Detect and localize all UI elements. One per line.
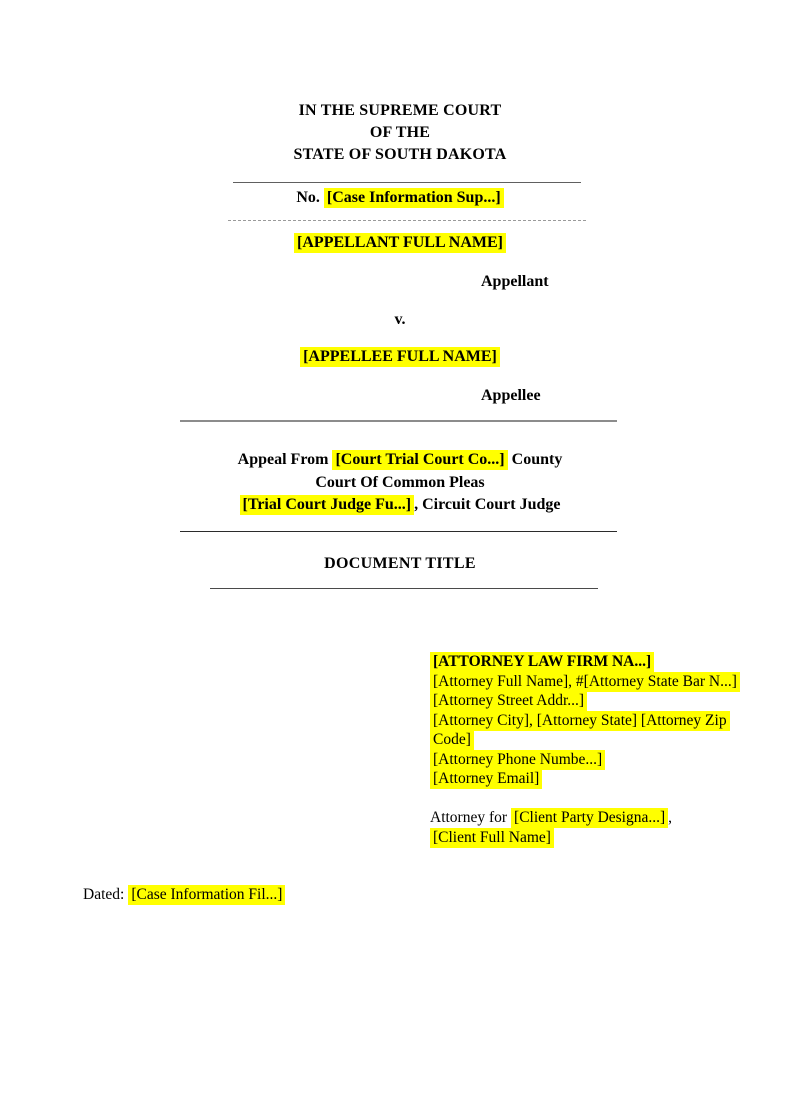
document-title: DOCUMENT TITLE <box>324 555 476 572</box>
trial-judge-field[interactable]: [Trial Court Judge Fu...] <box>240 495 415 515</box>
court-title-line-3: STATE OF SOUTH DAKOTA <box>293 146 507 163</box>
attorney-street-line <box>430 691 744 711</box>
appeal-from-line <box>0 449 800 472</box>
appeal-from-suffix: County <box>511 451 563 468</box>
trial-judge-suffix: , Circuit Court Judge <box>414 496 561 513</box>
dated-label: Dated: <box>83 886 125 903</box>
appeal-from-block <box>0 449 800 517</box>
attorney-phone-field[interactable]: [Attorney Phone Numbe...] <box>430 750 605 770</box>
trial-judge-line <box>0 494 800 517</box>
appellant-name-field[interactable]: [APPELLANT FULL NAME] <box>294 233 506 253</box>
dated-line <box>83 886 285 904</box>
attorney-for-label: Attorney for <box>430 809 508 826</box>
attorney-firm-field[interactable]: [ATTORNEY LAW FIRM NA...] <box>430 652 654 672</box>
appellant-label: Appellant <box>481 273 549 290</box>
attorney-email-line <box>430 769 744 789</box>
attorney-street-field[interactable]: [Attorney Street Addr...] <box>430 691 587 711</box>
attorney-city-state-zip-line <box>430 711 744 750</box>
attorney-for-comma: , <box>668 809 673 826</box>
dated-field[interactable]: [Case Information Fil...] <box>128 885 285 905</box>
case-number-field[interactable]: [Case Information Sup...] <box>324 188 504 208</box>
case-number-line <box>0 189 800 207</box>
appeal-rule-bottom <box>180 531 617 532</box>
court-title-line-1: IN THE SUPREME COURT <box>298 102 502 119</box>
versus-text: v. <box>394 311 406 328</box>
attorney-block <box>430 652 744 847</box>
trial-court-county-field[interactable]: [Court Trial Court Co...] <box>332 450 507 470</box>
attorney-email-field[interactable]: [Attorney Email] <box>430 769 542 789</box>
appeal-rule-top <box>180 420 617 422</box>
case-number-prefix: No. <box>296 189 320 206</box>
common-pleas-line: Court Of Common Pleas <box>315 473 485 491</box>
appellee-label: Appellee <box>481 387 541 404</box>
attorney-firm-line <box>430 652 744 672</box>
appellee-name-field[interactable]: [APPELLEE FULL NAME] <box>300 347 500 367</box>
appellant-name-line <box>0 234 800 252</box>
attorney-phone-line <box>430 750 744 770</box>
appellee-name-line <box>0 348 800 366</box>
attorney-city-state-zip-field[interactable]: [Attorney City], [Attorney State] [Attorney Zip Code] <box>430 711 730 751</box>
document-title-rule <box>210 588 598 589</box>
attorney-for-paragraph <box>430 808 744 847</box>
client-party-field[interactable]: [Client Party Designa...] <box>511 808 668 828</box>
appeal-from-prefix: Appeal From <box>237 451 329 468</box>
attorney-name-bar-line <box>430 672 744 692</box>
caption-rule-top <box>233 182 581 183</box>
court-title-line-2: OF THE <box>369 124 431 141</box>
attorney-name-bar-field[interactable]: [Attorney Full Name], #[Attorney State Bar N...] <box>430 672 740 692</box>
caption-rule-dashed <box>228 220 586 221</box>
court-title-block <box>0 100 800 166</box>
client-name-field[interactable]: [Client Full Name] <box>430 828 554 848</box>
